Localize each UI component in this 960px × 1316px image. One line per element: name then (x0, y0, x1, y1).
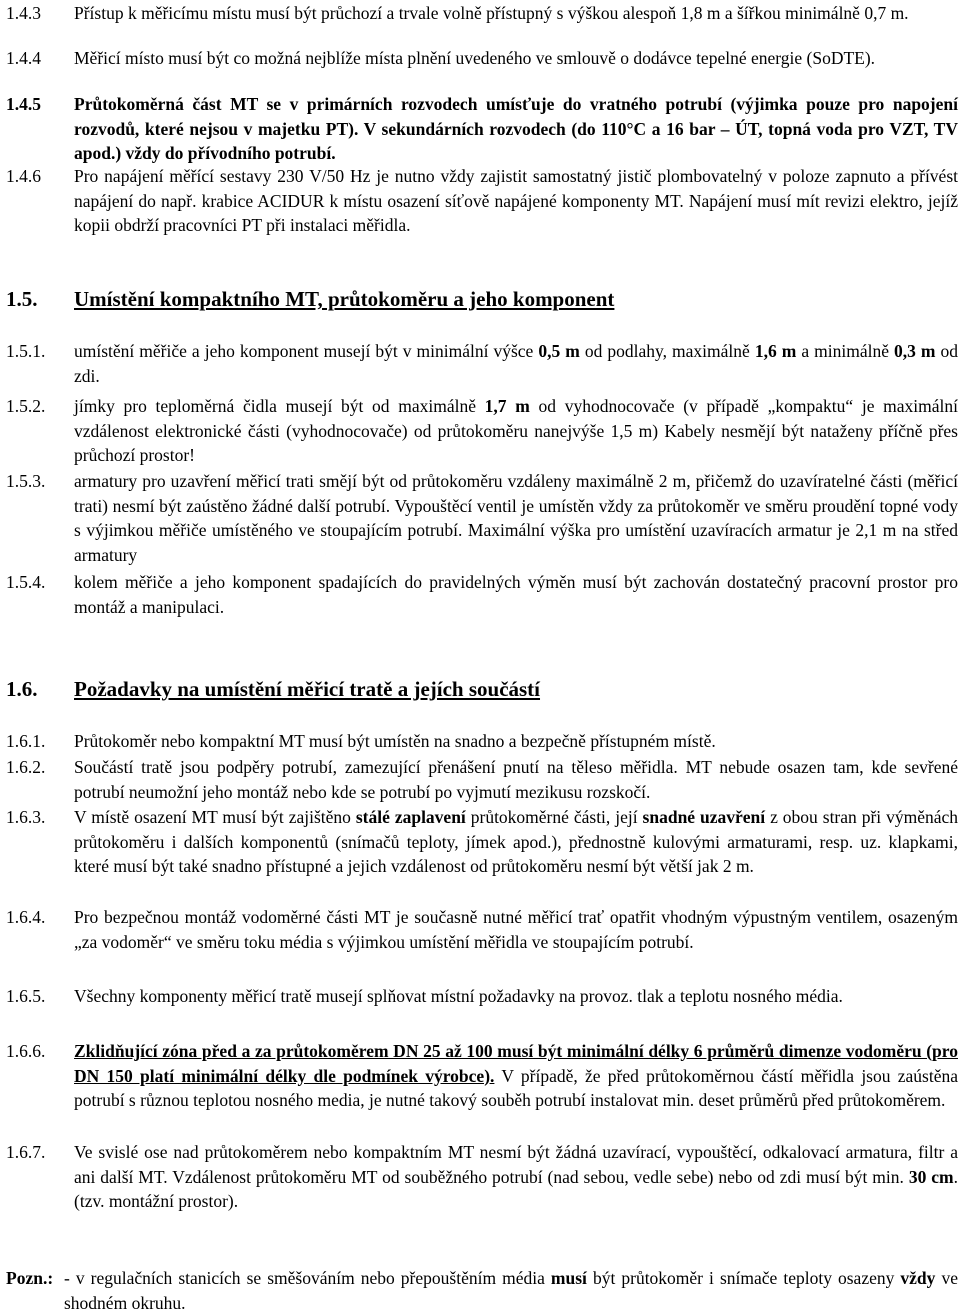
section-title: Požadavky na umístění měřicí tratě a jejích součástí (74, 677, 541, 701)
item-text: V místě osazení MT musí být zajištěno stálé zaplavení průtokoměrné části, její snadné uzavření z obou stran při výměnách průtokoměru i dalších komponentů (snímačů teploty, jímek apod.), přednostně kulovými armaturami, resp. uz. klapkami, které musí být také snadno přístupné a jejich vzdálenost od průtokoměru nesmí být větší jak 2 m. (74, 807, 959, 876)
item-number: 1.4.3 (6, 3, 41, 23)
note-text: - v regulačních stanicích se směšováním nebo přepouštěním média musí být průtokoměr i snímače teploty osazeny vždy ve shodném okruhu. (64, 1268, 958, 1313)
item-number: 1.6.1. (6, 731, 46, 751)
item-number: 1.5.3. (6, 471, 46, 491)
item-text: kolem měřiče a jeho komponent spadajících do pravidelných výměn musí být zachován dostatečný pracovní prostor pro montáž a manipulaci. (74, 572, 958, 617)
item-text: Pro bezpečnou montáž vodoměrné části MT je současně nutné měřicí trať opatřit vhodným výpustným ventilem, osazeným „za vodoměr“ ve směru toku média s výjimkou umístění měřidla ve stoupajícím potrubí. (74, 907, 958, 952)
item-text: Součástí tratě jsou podpěry potrubí, zamezující přenášení pnutí na těleso měřidla. MT nebude osazen tam, kde sevřené potrubí neumožní jeho montáž nebo kde se potrubí po vyjmutí mezikusu rozskočí. (74, 757, 958, 802)
item-number: 1.6.2. (6, 757, 46, 777)
item-number: 1.4.6 (6, 166, 41, 186)
item-text: umístění měřiče a jeho komponent musejí být v minimální výšce 0,5 m od podlahy, maximálně 1,6 m a minimálně 0,3 m od zdi. (74, 341, 959, 386)
section-title: Umístění kompaktního MT, průtokoměru a jeho komponent (74, 287, 615, 311)
section-number: 1.6. (6, 677, 38, 701)
item-number: 1.5.4. (6, 572, 46, 592)
item-1-6-5 (0, 984, 958, 1034)
item-text: Všechny komponenty měřicí tratě musejí splňovat místní požadavky na provoz. tlak a teplotu nosného média. (74, 986, 843, 1006)
item-number: 1.6.7. (6, 1142, 46, 1162)
item-number: 1.6.5. (6, 986, 46, 1006)
item-1-4-3 (0, 1, 958, 49)
item-text: Pro napájení měřící sestavy 230 V/50 Hz je nutno vždy zajistit samostatný jistič plombovatelný v poloze zapnuto a přívést napájení do např. krabice ACIDUR k místu osazení síťově napájené komponenty MT. Napájení musí mít revizi elektro, jejíž kopii obdrží pracovníci PT při instalaci měřidla. (74, 166, 958, 235)
item-text: Zklidňující zóna před a za průtokoměrem DN 25 až 100 musí být minimální délky 6 průměrů dimenze vodoměru (pro DN 150 platí minimální délky dle podmínek výrobce). V případě, že před průtokoměrnou částí měřidla jsou zaústěna potrubí s různou teplotou nosného media, je nutné takový souběh potrubí instalovat min. deset průměrů před průtokoměrem. (74, 1041, 958, 1110)
item-number: 1.6.4. (6, 907, 46, 927)
note-label: Pozn.: (6, 1268, 54, 1288)
item-number: 1.6.3. (6, 807, 46, 827)
item-number: 1.4.5 (6, 94, 41, 114)
item-text: armatury pro uzavření měřicí trati smějí být od průtokoměru vzdáleny maximálně 2 m, přičemž do uzavíratelné části (měřicí trati) nesmí být zaústěno žádné další potrubí. Vypouštěcí ventil je umístěn vždy za průtokoměr ve směru proudění topné vody s výjimkou měřiče umístěného ve stoupajícím potrubí. Maximální výška pro umístění uzavíracích armatur je 2,1 m na střed armatury (74, 471, 958, 565)
item-text: Přístup k měřicímu místu musí být průchozí a trvale volně přístupný s výškou alespoň 1,8 m a šířkou minimálně 0,7 m. (74, 3, 909, 23)
section-number: 1.5. (6, 287, 38, 311)
item-text: jímky pro teploměrná čidla musejí být od maximálně 1,7 m od vyhodnocovače (v případě „kompaktu“ je maximální vzdálenost elektronické části (vyhodnocovače) od průtokoměru nanejvýše 1,5 m) Kabely nesmějí být nataženy příčně přes průchozí prostor! (74, 396, 958, 465)
item-number: 1.5.2. (6, 396, 46, 416)
item-number: 1.6.6. (6, 1041, 46, 1061)
item-text: Průtokoměrná část MT se v primárních rozvodech umísťuje do vratného potrubí (výjimka pouze pro napojení rozvodů, které nejsou v majetku PT). V sekundárních rozvodech (do 110°C a 16 bar – ÚT, topná voda pro VZT, TV apod.) vždy do přívodního potrubí. (74, 94, 958, 163)
item-1-4-6 (0, 164, 958, 236)
item-text: Průtokoměr nebo kompaktní MT musí být umístěn na snadno a bezpečně přístupném místě. (74, 731, 716, 751)
item-text: Ve svislé ose nad průtokoměrem nebo kompaktním MT nesmí být žádná uzavírací, vypouštěcí, odkalovací armatura, filtr a ani další MT. Vzdálenost průtokoměru MT od souběžného potrubí (nad sebou, vedle sebe) nebo od zdi musí být min. 30 cm. (tzv. montážní prostor). (74, 1142, 958, 1211)
item-text: Měřicí místo musí být co možná nejblíže místa plnění uvedeného ve smlouvě o dodávce tepelné energie (SoDTE). (74, 48, 876, 68)
item-1-4-4 (0, 46, 958, 94)
item-1-4-5 (0, 92, 958, 164)
item-number: 1.5.1. (6, 341, 46, 361)
item-number: 1.4.4 (6, 48, 41, 68)
